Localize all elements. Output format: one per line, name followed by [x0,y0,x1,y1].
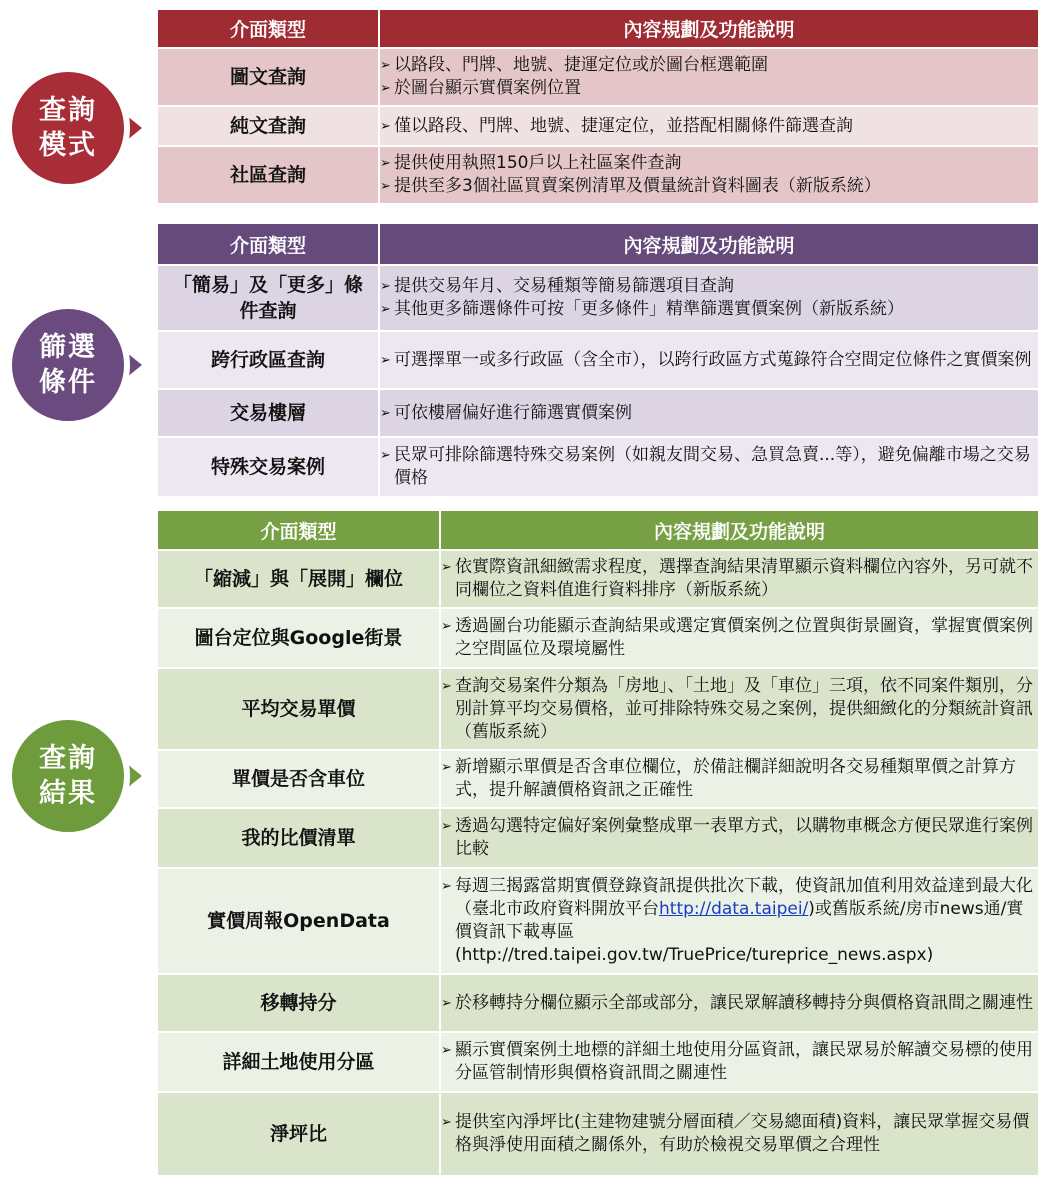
table-row [157,868,1039,974]
arrow-bullet-icon: ➢ [380,352,391,368]
row-desc [440,974,1039,1032]
badge-line: 條件 [39,367,97,398]
col-interface-type-header: 介面類型 [157,9,379,48]
arrow-bullet-icon: ➢ [441,760,452,775]
row-desc [440,608,1039,668]
bullet-text: 民眾可排除篩選特殊交易案例（如親友間交易、急買急賣...等），避免偏離市場之交易價格 [394,445,1031,488]
bullet-text: 提供使用執照150戶以上社區案件查詢 [394,153,682,173]
badge-line: 查詢 [39,743,97,774]
col-interface-type-header: 介面類型 [157,510,440,550]
row-desc [440,550,1039,608]
badge-line: 結果 [39,778,97,809]
row-name: 實價周報OpenData [157,868,440,974]
row-name: 「縮減」與「展開」欄位 [157,550,440,608]
bullet-text: 以路段、門牌、地號、捷運定位或於圖台框選範圍 [394,55,768,75]
row-name: 平均交易單價 [157,668,440,750]
badge-line: 模式 [39,130,97,161]
table-row [157,550,1039,608]
row-name-text: 「簡易」及「更多」條件查詢 [173,274,364,322]
arrow-bullet-icon: ➢ [380,302,391,317]
arrow-bullet-icon: ➢ [380,118,391,134]
row-desc [440,668,1039,750]
row-name: 圖文查詢 [157,48,379,106]
arrow-bullet-icon: ➢ [380,81,391,96]
bullet-text: 新增顯示單價是否含車位欄位，於備註欄詳細說明各交易種類單價之計算方式，提升解讀價格資訊之正確性 [455,757,1016,800]
col-content-header: 內容規劃及功能說明 [379,9,1039,48]
row-desc [440,750,1039,808]
bullet-text: 查詢交易案件分類為「房地」、「土地」及「車位」三項，依不同案件類別，分別計算平均交易價格，並可排除特殊交易之案例，提供細緻化的分類統計資訊（舊版系統） [455,675,1033,742]
bullet-text: 可依樓層偏好進行篩選實價案例 [394,402,632,423]
arrow-bullet-icon: ➢ [441,995,452,1011]
arrow-bullet-icon: ➢ [441,678,452,694]
row-desc [440,808,1039,868]
arrow-bullet-icon: ➢ [380,156,391,171]
table-row [157,750,1039,808]
arrow-bullet-icon: ➢ [380,448,391,463]
row-name: 單價是否含車位 [157,750,440,808]
arrow-bullet-icon: ➢ [441,560,452,575]
row-name: 詳細土地使用分區 [157,1032,440,1092]
badge-line: 查詢 [39,95,97,126]
bullet-text: 可選擇單一或多行政區（含全市），以跨行政區方式蒐錄符合空間定位條件之實價案例 [394,349,1032,370]
bullet-text: 其他更多篩選條件可按「更多條件」精準篩選實價案例（新版系統） [394,299,904,319]
row-name: 淨坪比 [157,1092,440,1176]
arrow-bullet-icon: ➢ [441,619,452,634]
bullet-text: 依實際資訊細緻需求程度，選擇查詢結果清單顯示資料欄位內容外，另可就不同欄位之資料值進行資料排序（新版系統） [455,557,1033,600]
row-name: 跨行政區查詢 [157,331,379,389]
bullet-text: 提供至多3個社區買賣案例清單及價量統計資料圖表（新版系統） [394,176,881,196]
arrow-bullet-icon: ➢ [441,1043,452,1058]
row-desc [440,868,1039,974]
bullet-text: 透過圖台功能顯示查詢結果或選定實價案例之位置與街景圖資，掌握實價案例之空間區位及環境屬性 [455,616,1033,659]
bullet-text: 每週三揭露當期實價登錄資訊提供批次下載，使資訊加值利用效益達到最大化（臺北市政府資料開放平台 [455,876,1033,919]
opendata-link[interactable]: http://data.taipei/ [659,899,809,919]
row-name: 我的比價清單 [157,808,440,868]
bullet-text: 提供室內淨坪比(主建物建號分層面積／交易總面積)資料，讓民眾掌握交易價格與淨使用面積之關係外，有助於檢視交易單價之合理性 [455,1112,1030,1155]
row-name: 圖台定位與Google街景 [157,608,440,668]
table-row [157,1092,1039,1176]
bullet-text-after-link: )或舊版系統/房市news通/實價資訊下載專區(http://tred.taipei.gov.tw/TruePrice/tureprice_news.aspx) [455,899,1024,965]
arrow-bullet-icon: ➢ [441,879,452,894]
row-desc [440,1032,1039,1092]
arrow-bullet-icon: ➢ [380,279,391,294]
query-results-table [156,509,1040,1177]
bullet-text: 於圖台顯示實價案例位置 [394,78,581,98]
arrow-bullet-icon: ➢ [380,179,391,194]
arrow-bullet-icon: ➢ [441,819,452,834]
bullet-text: 提供交易年月、交易種類等簡易篩選項目查詢 [394,276,734,296]
arrow-bullet-icon: ➢ [380,405,391,421]
row-name: 特殊交易案例 [157,437,379,497]
row-name: 移轉持分 [157,974,440,1032]
row-name: 純文查詢 [157,106,379,146]
query-results-badge [6,714,130,838]
arrow-bullet-icon: ➢ [380,58,391,73]
col-content-header: 內容規劃及功能說明 [379,223,1039,265]
bullet-text: 顯示實價案例土地標的詳細土地使用分區資訊，讓民眾易於解讀交易標的使用分區管制情形與價格資訊間之關連性 [455,1040,1033,1083]
col-interface-type-header: 介面類型 [157,223,379,265]
table-row [157,668,1039,750]
row-name: 社區查詢 [157,146,379,204]
arrow-bullet-icon: ➢ [441,1115,452,1130]
table-row [157,974,1039,1032]
bullet-text: 於移轉持分欄位顯示全部或部分，讓民眾解讀移轉持分與價格資訊間之關連性 [455,992,1033,1013]
table-row [157,1032,1039,1092]
badge-line: 篩選 [39,332,97,363]
row-name: 交易樓層 [157,389,379,437]
table-row [157,608,1039,668]
table-row [157,808,1039,868]
bullet-text: 僅以路段、門牌、地號、捷運定位，並搭配相關條件篩選查詢 [394,115,853,136]
col-content-header: 內容規劃及功能說明 [440,510,1039,550]
row-desc [440,1092,1039,1176]
bullet-text: 透過勾選特定偏好案例彙整成單一表單方式，以購物車概念方便民眾進行案例比較 [455,816,1033,859]
